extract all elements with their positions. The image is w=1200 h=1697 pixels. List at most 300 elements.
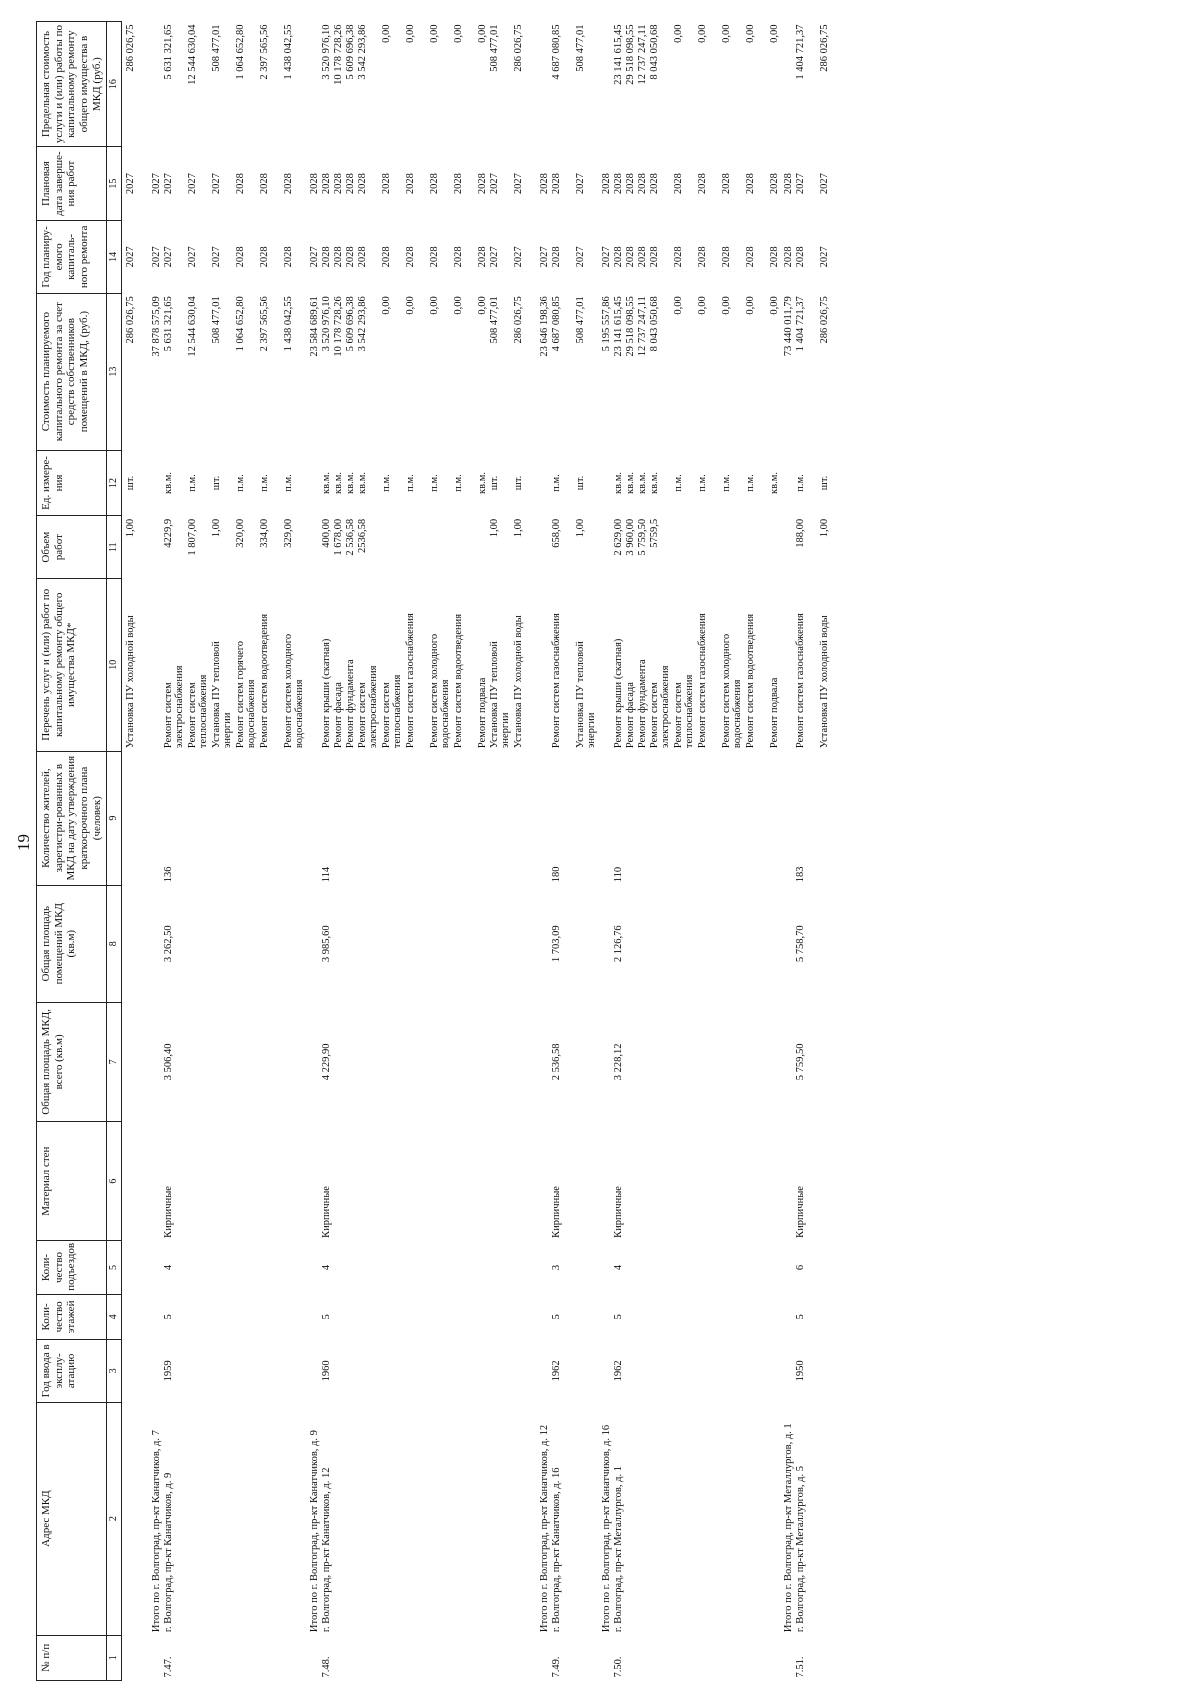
- work-item: [235, 581, 259, 748]
- date-value: 2028: [768, 173, 780, 195]
- limit-value: 0,00: [768, 24, 780, 43]
- cost-value: 23 141 615,45: [612, 296, 624, 357]
- volume-value: 320,00: [234, 518, 246, 548]
- entrances: 6: [794, 1264, 806, 1271]
- cost-value: 1 438 042,55: [282, 296, 294, 352]
- area-premises: 3 262,50: [162, 925, 174, 963]
- area-total: 2 536,58: [550, 1043, 562, 1081]
- cost-value: 0,00: [380, 296, 392, 315]
- column-number: 3: [107, 1340, 122, 1402]
- cost-value: 1 404 721,37: [794, 296, 806, 352]
- work-name: Ремонт систем холодного водоснабжения: [282, 633, 306, 749]
- year-value: 2028: [344, 246, 356, 268]
- work-name: Ремонт систем горячего водоснабжения: [234, 640, 258, 749]
- cost-value: 0,00: [744, 296, 756, 315]
- limit-value: 3 520 976,10: [320, 24, 332, 80]
- column-number: 12: [107, 450, 122, 516]
- year-value: 2028: [356, 246, 368, 268]
- column-header: № п/п: [37, 1635, 107, 1680]
- work-name: Ремонт систем газоснабжения: [550, 613, 562, 749]
- column-number-row: [107, 22, 122, 1681]
- unit-value: кв.м.: [356, 472, 368, 494]
- work-name: Ремонт фасада: [332, 682, 344, 749]
- column-header: Плановая дата заверше-ния работ: [37, 147, 107, 221]
- cost-value: 12 544 630,04: [186, 296, 198, 357]
- volume-value: 1 678,00: [332, 518, 344, 556]
- year-value: 2027: [512, 246, 524, 268]
- total-date: 2028: [782, 173, 794, 195]
- cost-value: 1 064 652,80: [234, 296, 246, 352]
- header-row: [37, 22, 107, 1681]
- column-header: Количество жителей, зарегистри-рованных в МКД на дату утверждения краткосрочного плана (человек): [37, 751, 107, 885]
- unit-value: п.м.: [234, 474, 246, 492]
- work-item: [429, 581, 453, 748]
- date-value: 2028: [550, 173, 562, 195]
- year-built: 1959: [162, 1360, 174, 1382]
- year-value: 2028: [428, 246, 440, 268]
- work-name: Ремонт систем теплоснабжения: [672, 674, 696, 749]
- work-item: [453, 581, 477, 748]
- cost-value: 508 477,01: [488, 296, 500, 344]
- cost-value: 0,00: [720, 296, 732, 315]
- limit-value: 2 397 565,56: [258, 24, 270, 80]
- cost-value: 0,00: [476, 296, 488, 315]
- date-value: 2028: [672, 173, 684, 195]
- area-total: 3 506,40: [162, 1043, 174, 1081]
- limit-value: 1 438 042,55: [282, 24, 294, 80]
- year-value: 2028: [624, 246, 636, 268]
- walls: Кирпичные: [794, 1186, 806, 1238]
- unit-value: кв.м.: [344, 472, 356, 494]
- column-number: 9: [107, 751, 122, 885]
- date-value: 2028: [428, 173, 440, 195]
- work-name: Установка ПУ холодной воды: [818, 615, 830, 749]
- column-header: Объем работ: [37, 516, 107, 578]
- total-date: 2028: [538, 173, 550, 195]
- unit-value: кв.м.: [612, 472, 624, 494]
- date-value: 2028: [380, 173, 392, 195]
- year-value: 2028: [612, 246, 624, 268]
- unit-value: п.м.: [282, 474, 294, 492]
- total-cost: 37 878 575,09: [150, 296, 162, 357]
- work-item: [163, 581, 187, 748]
- work-name: Установка ПУ тепловой энергии: [210, 641, 234, 749]
- limit-value: 508 477,01: [488, 24, 500, 72]
- address: г. Волгоград, пр-кт Канатчиков, д. 16: [550, 1467, 562, 1633]
- work-name: Ремонт систем водоотведения: [744, 613, 756, 749]
- residents: 114: [320, 866, 332, 883]
- walls: Кирпичные: [320, 1186, 332, 1238]
- work-name: Ремонт фундамента: [344, 659, 356, 749]
- year-value: 2028: [258, 246, 270, 268]
- total-cost: 73 440 011,79: [782, 296, 794, 357]
- date-value: 2028: [476, 173, 488, 195]
- column-number: 2: [107, 1402, 122, 1635]
- year-value: 2028: [672, 246, 684, 268]
- total-cost: 23 584 689,61: [308, 296, 320, 357]
- unit-value: п.м.: [380, 474, 392, 492]
- volume-value: [429, 519, 453, 575]
- work-name: Ремонт систем электроснабжения: [356, 665, 380, 749]
- limit-value: 12 544 630,04: [186, 24, 198, 85]
- total-year: 2027: [600, 246, 612, 268]
- area-premises: 1 703,09: [550, 925, 562, 963]
- cost-value: 3 520 976,10: [320, 296, 332, 352]
- unit-value: шт.: [210, 475, 222, 491]
- unit-value: п.м.: [696, 474, 708, 492]
- work-name: Ремонт крыши (скатная): [612, 638, 624, 749]
- cost-value: 508 477,01: [574, 296, 586, 344]
- year-value: 2028: [404, 246, 416, 268]
- year-value: 2027: [162, 246, 174, 268]
- work-item: [321, 581, 333, 748]
- limit-value: 0,00: [476, 24, 488, 43]
- column-header: Предельная стоимость услуги и (или) работы по капитальному ремонту общего имущества в МКД (руб.): [37, 22, 107, 147]
- year-value: 2027: [818, 246, 830, 268]
- volume-value: 1,00: [818, 518, 830, 538]
- date-value: 2028: [744, 173, 756, 195]
- work-item: [125, 581, 149, 748]
- work-name: Ремонт фундамента: [636, 659, 648, 749]
- column-number: 16: [107, 22, 122, 147]
- cost-value: 0,00: [696, 296, 708, 315]
- table-row: [121, 22, 150, 1681]
- date-value: 2028: [282, 173, 294, 195]
- cost-value: 0,00: [672, 296, 684, 315]
- unit-value: шт.: [512, 475, 524, 491]
- work-item: [625, 581, 637, 748]
- year-value: 2027: [574, 246, 586, 268]
- unit-value: п.м.: [404, 474, 416, 492]
- column-number: 1: [107, 1635, 122, 1680]
- work-item: [721, 581, 745, 748]
- cost-value: 8 043 050,68: [648, 296, 660, 352]
- cost-value: 286 026,75: [512, 296, 524, 344]
- total-year: 2027: [150, 246, 162, 268]
- work-item: [405, 581, 429, 748]
- column-number: 5: [107, 1241, 122, 1294]
- work-item: [649, 581, 673, 748]
- work-item: [211, 581, 235, 748]
- unit-value: п.м.: [452, 474, 464, 492]
- volume-value: 658,00: [550, 518, 562, 548]
- address: г. Волгоград, пр-кт Металлургов, д. 1: [612, 1466, 624, 1633]
- total-label: Итого по г. Волгоград, пр-кт Канатчиков, д. 12: [538, 1424, 550, 1633]
- work-item: [381, 581, 405, 748]
- cost-value: 0,00: [404, 296, 416, 315]
- residents: 183: [794, 866, 806, 883]
- volume-value: 2 629,00: [612, 518, 624, 556]
- date-value: 2028: [234, 173, 246, 195]
- unit-value: шт.: [124, 475, 136, 491]
- volume-value: 5759,5: [648, 518, 660, 548]
- floors: 5: [162, 1314, 174, 1320]
- date-value: 2027: [512, 173, 524, 195]
- table-row: [600, 22, 782, 1681]
- volume-value: 1,00: [574, 518, 586, 538]
- work-name: Ремонт систем холодного водоснабжения: [720, 633, 744, 749]
- unit-value: п.м.: [744, 474, 756, 492]
- entrances: 4: [162, 1264, 174, 1271]
- volume-value: 400,00: [320, 518, 332, 548]
- column-header: Общая площадь помещений МКД (кв.м): [37, 885, 107, 1002]
- column-header: Материал стен: [37, 1122, 107, 1241]
- total-year: 2028: [782, 246, 794, 268]
- volume-value: [673, 519, 697, 575]
- work-item: [283, 581, 307, 748]
- volume-value: [381, 519, 405, 575]
- total-date: 2028: [600, 173, 612, 195]
- column-header: Коли-чество этажей: [37, 1294, 107, 1339]
- limit-value: 5 609 696,38: [344, 24, 356, 80]
- area-premises: 5 758,70: [794, 925, 806, 963]
- year-value: 2027: [124, 246, 136, 268]
- limit-value: 12 737 247,11: [636, 24, 648, 85]
- year-value: 2028: [550, 246, 562, 268]
- volume-value: [405, 519, 429, 575]
- volume-value: 329,00: [282, 518, 294, 548]
- volume-value: [745, 519, 769, 575]
- year-value: 2027: [488, 246, 500, 268]
- floors: 5: [550, 1314, 562, 1320]
- unit-value: п.м.: [550, 474, 562, 492]
- cost-value: 29 518 098,55: [624, 296, 636, 357]
- year-value: 2028: [744, 246, 756, 268]
- date-value: 2027: [488, 173, 500, 195]
- limit-value: 508 477,01: [574, 24, 586, 72]
- volume-value: 4229,9: [162, 518, 174, 548]
- volume-value: 5 759,50: [636, 518, 648, 556]
- limit-value: 286 026,75: [124, 24, 136, 72]
- total-date: 2028: [308, 173, 320, 195]
- area-premises: 3 985,60: [320, 925, 332, 963]
- volume-value: 3 960,00: [624, 518, 636, 556]
- column-number: 15: [107, 147, 122, 221]
- work-item: [345, 581, 357, 748]
- work-name: Ремонт систем водоотведения: [258, 613, 270, 749]
- unit-value: п.м.: [672, 474, 684, 492]
- work-item: [187, 581, 211, 748]
- unit-value: п.м.: [428, 474, 440, 492]
- year-value: 2028: [768, 246, 780, 268]
- total-cost: 23 646 198,36: [538, 296, 550, 357]
- row-number: 7.47.: [162, 1656, 174, 1678]
- volume-value: 1,00: [124, 518, 136, 538]
- volume-value: [453, 519, 477, 575]
- unit-value: шт.: [488, 475, 500, 491]
- unit-value: кв.м.: [476, 472, 488, 494]
- limit-value: 1 404 721,37: [794, 24, 806, 80]
- work-name: Ремонт систем холодного водоснабжения: [428, 633, 452, 749]
- date-value: 2027: [124, 173, 136, 195]
- total-cost: 5 195 557,86: [600, 296, 612, 352]
- volume-value: [721, 519, 745, 575]
- work-item: [637, 581, 649, 748]
- work-name: Ремонт систем газоснабжения: [794, 613, 806, 749]
- unit-value: кв.м.: [624, 472, 636, 494]
- area-total: 5 759,50: [794, 1043, 806, 1081]
- date-value: 2027: [574, 173, 586, 195]
- work-name: Установка ПУ тепловой энергии: [574, 641, 598, 749]
- work-name: Ремонт подвала: [476, 677, 488, 749]
- date-value: 2027: [794, 173, 806, 195]
- unit-value: кв.м.: [768, 472, 780, 494]
- year-built: 1962: [550, 1360, 562, 1382]
- work-item: [745, 581, 769, 748]
- year-value: 2028: [234, 246, 246, 268]
- cost-value: 286 026,75: [124, 296, 136, 344]
- capital-repair-table: [36, 21, 844, 1681]
- cost-value: 3 542 293,86: [356, 296, 368, 352]
- cost-value: 5 609 696,38: [344, 296, 356, 352]
- residents: 180: [550, 866, 562, 883]
- floors: 5: [612, 1314, 624, 1320]
- date-value: 2028: [258, 173, 270, 195]
- address: г. Волгоград, пр-кт Канатчиков, д. 9: [162, 1472, 174, 1633]
- column-number: 13: [107, 293, 122, 450]
- work-item: [613, 581, 625, 748]
- limit-value: 0,00: [380, 24, 392, 43]
- total-label: Итого по г. Волгоград, пр-кт Металлургов, д. 1: [782, 1423, 794, 1633]
- year-built: 1950: [794, 1360, 806, 1382]
- date-value: 2028: [612, 173, 624, 195]
- area-premises: 2 126,76: [612, 925, 624, 963]
- cost-value: 0,00: [428, 296, 440, 315]
- work-name: Ремонт систем электроснабжения: [162, 665, 186, 749]
- cost-value: 10 178 728,26: [332, 296, 344, 357]
- column-header: Общая площадь МКД, всего (кв.м): [37, 1002, 107, 1121]
- walls: Кирпичные: [550, 1186, 562, 1238]
- work-name: Ремонт систем теплоснабжения: [380, 674, 404, 749]
- limit-value: 286 026,75: [512, 24, 524, 72]
- total-label: Итого по г. Волгоград, пр-кт Канатчиков, д. 16: [600, 1424, 612, 1633]
- date-value: 2028: [648, 173, 660, 195]
- work-item: [513, 581, 537, 748]
- work-item: [795, 581, 819, 748]
- date-value: 2027: [210, 173, 222, 195]
- limit-value: 3 542 293,86: [356, 24, 368, 80]
- walls: Кирпичные: [162, 1186, 174, 1238]
- volume-value: 188,00: [794, 518, 806, 548]
- unit-value: шт.: [574, 475, 586, 491]
- work-item: [819, 581, 843, 748]
- year-value: 2028: [794, 246, 806, 268]
- cost-value: 12 737 247,11: [636, 296, 648, 357]
- walls: Кирпичные: [612, 1186, 624, 1238]
- work-item: [551, 581, 575, 748]
- limit-value: 23 141 615,45: [612, 24, 624, 85]
- volume-value: 1,00: [488, 518, 500, 538]
- date-value: 2028: [720, 173, 732, 195]
- column-header: Перечень услуг и (или) работ по капитальному ремонту общего имущества МКД*: [37, 578, 107, 751]
- row-number: 7.49.: [550, 1656, 562, 1678]
- table-row: [782, 22, 844, 1681]
- cost-value: 0,00: [768, 296, 780, 315]
- cost-value: 286 026,75: [818, 296, 830, 344]
- limit-value: 5 631 321,65: [162, 24, 174, 80]
- column-header: Год ввода в эксплу-атацию: [37, 1340, 107, 1402]
- limit-value: 0,00: [744, 24, 756, 43]
- year-value: 2028: [452, 246, 464, 268]
- total-year: 2027: [308, 246, 320, 268]
- limit-value: 0,00: [672, 24, 684, 43]
- row-number: 7.50.: [612, 1656, 624, 1678]
- unit-value: п.м.: [720, 474, 732, 492]
- total-year: 2027: [538, 246, 550, 268]
- date-value: 2028: [624, 173, 636, 195]
- work-name: Ремонт подвала: [768, 677, 780, 749]
- unit-value: п.м.: [186, 474, 198, 492]
- total-date: 2027: [150, 173, 162, 195]
- floors: 5: [320, 1314, 332, 1320]
- limit-value: 286 026,75: [818, 24, 830, 72]
- address: г. Волгоград, пр-кт Металлургов, д. 5: [794, 1466, 806, 1633]
- date-value: 2027: [186, 173, 198, 195]
- cost-value: 508 477,01: [210, 296, 222, 344]
- entrances: 4: [612, 1264, 624, 1271]
- volume-value: 1,00: [512, 518, 524, 538]
- column-header: Ед. измере-ния: [37, 450, 107, 516]
- work-item: [769, 581, 781, 748]
- date-value: 2028: [332, 173, 344, 195]
- floors: 5: [794, 1314, 806, 1320]
- year-value: 2027: [186, 246, 198, 268]
- work-name: Установка ПУ тепловой энергии: [488, 641, 512, 749]
- column-number: 10: [107, 578, 122, 751]
- work-name: Ремонт систем водоотведения: [452, 613, 464, 749]
- work-name: Установка ПУ холодной воды: [124, 615, 136, 749]
- date-value: 2028: [696, 173, 708, 195]
- year-built: 1962: [612, 1360, 624, 1382]
- work-name: Ремонт фасада: [624, 682, 636, 749]
- cost-value: 0,00: [452, 296, 464, 315]
- work-item: [357, 581, 381, 748]
- row-number: 7.48.: [320, 1656, 332, 1678]
- table-row: [150, 22, 308, 1681]
- volume-value: 2 536,58: [344, 518, 356, 556]
- limit-value: 0,00: [404, 24, 416, 43]
- year-value: 2028: [636, 246, 648, 268]
- cost-value: 4 687 080,85: [550, 296, 562, 352]
- unit-value: шт.: [818, 475, 830, 491]
- work-name: Установка ПУ холодной воды: [512, 615, 524, 749]
- limit-value: 0,00: [696, 24, 708, 43]
- total-label: Итого по г. Волгоград, пр-кт Канатчиков, д. 7: [150, 1430, 162, 1633]
- year-value: 2028: [648, 246, 660, 268]
- date-value: 2028: [452, 173, 464, 195]
- page-number: 19: [14, 834, 33, 851]
- residents: 136: [162, 866, 174, 883]
- work-item: [259, 581, 283, 748]
- date-value: 2027: [818, 173, 830, 195]
- unit-value: кв.м.: [648, 472, 660, 494]
- table-body: [121, 22, 844, 1681]
- year-value: 2028: [320, 246, 332, 268]
- work-name: Ремонт систем газоснабжения: [404, 613, 416, 749]
- date-value: 2028: [344, 173, 356, 195]
- area-total: 4 229,90: [320, 1043, 332, 1081]
- volume-value: [769, 519, 781, 575]
- work-item: [673, 581, 697, 748]
- limit-value: 508 477,01: [210, 24, 222, 72]
- area-total: 3 228,12: [612, 1043, 624, 1081]
- year-value: 2027: [210, 246, 222, 268]
- volume-value: 1,00: [210, 518, 222, 538]
- column-number: 4: [107, 1294, 122, 1339]
- work-name: Ремонт систем теплоснабжения: [186, 674, 210, 749]
- year-value: 2028: [380, 246, 392, 268]
- volume-value: 2536,58: [356, 518, 368, 554]
